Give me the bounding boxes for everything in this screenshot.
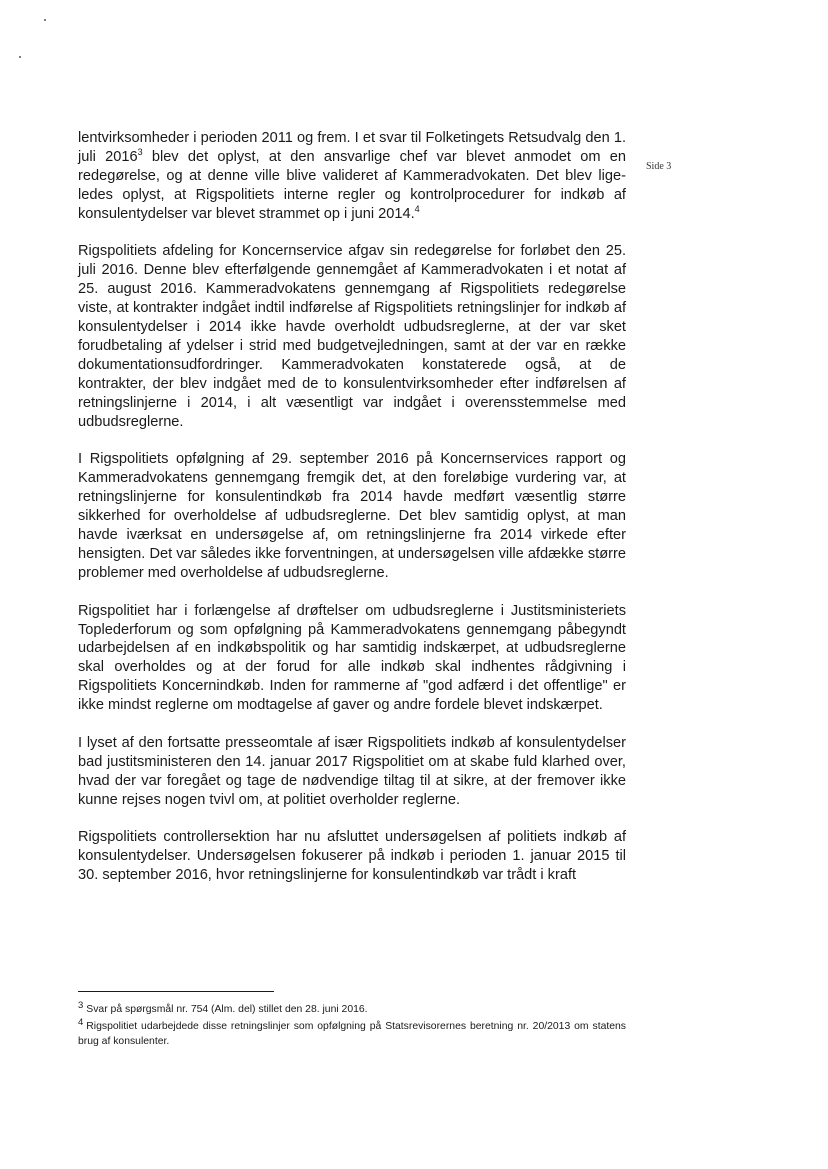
paragraph-1: lentvirksomheder i perioden 2011 og frem. I et svar til Folketingets Retsudvalg den 1. juli 2016$^3$ blev det oplyst, at den ansvarlige chef var blevet anmodet om en redegørelse, og at denne ville blive valideret af Kammeradvokaten. Det blev ligeledes oplyst, at Rigspolitiets interne regler og kontrolprocedurer for indkøb af konsulentydelser var blevet strammet op i juni 2014.$^4$ xyxy=(78,130,626,222)
paragraph-4: Rigspolitiet har i forlængelse af drøftelser om udbudsreglerne i Justitsministeriets Toplederforum og som opfølgning på Kammeradvokatens gennemgang påbegyndt udarbejdelsen af en indkøbspolitik og har samtidig indskærpet, at udbudsreglerne skal overholdes og at der forud for alle indkøb skal indhentes rådgivning i Rigspolitiets Koncernindkøb. Inden for rammerne af "god adfærd i det offentlige" er ikke mindst reglerne om modtagelse af gaver og andre fordele blevet indskærpet. xyxy=(78,602,626,714)
footnote-3 xyxy=(78,1002,626,1018)
paragraph-6: Rigspolitiets controllersektion har nu afsluttet undersøgelsen af politiets indkøb af konsulentydelser. Undersøgelsen fokuserer på indkøb i perioden 1. januar 2015 til 30. september 2016, hvor retningslinjerne for konsulentindkøb var trådt i kraft xyxy=(78,829,626,884)
paragraph-3: I Rigspolitiets opfølgning af 29. september 2016 på Koncernservices rapport og Kammeradvokatens gennemgang fremgik det, at den foreløbige vurdering var, at retningslinjerne for konsulentindkøb fra 2014 havde medført væsentlig større sikkerhed for overholdelse af udbudsreglerne. Det blev samtidig oplyst, at man havde iværksat en undersøgelse af, om retningslinjerne fra 2014 virkede efter hensigten. Det var således ikke forventningen, at undersøgelsen ville afdække større problemer med overholdelse af udbudsreglerne. xyxy=(78,451,626,581)
footnote-mark: 3 xyxy=(78,1000,84,1011)
footnote-ref-4[interactable]: 4 xyxy=(414,203,420,214)
footnote-ref-3[interactable]: 3 xyxy=(137,146,143,157)
scan-speck xyxy=(44,19,46,21)
footnotes xyxy=(78,1002,626,1051)
body-text xyxy=(78,129,626,885)
footnote-divider xyxy=(78,991,274,992)
paragraph-2: Rigspolitiets afdeling for Koncernservice afgav sin redegørelse for forløbet den 25. juli 2016. Denne blev efterfølgende gennemgået af Kammeradvokaten i et notat af 25. august 2016. Kammeradvokatens gennemgang af Rigspolitiets redegørelse viste, at kontrakter indgået indtil indførelse af Rigspolitiets retningslinjer for indkøb af konsulentydelser i 2014 ikke havde overholdt udbudsreglerne, at der var sket forudbetaling af ydelser i strid med budgetvejledningen, samt at der var en række dokumentationsudfordringer. Kammeradvokaten konstaterede også, at de kontrakter, der blev indgået med de to konsulentvirksomheder efter indførelsen af retningslinjerne i 2014, i alt væsentligt var indgået i overensstemmelse med udbudsreglerne. xyxy=(78,243,626,430)
footnote-text: Svar på spørgsmål nr. 754 (Alm. del) stillet den 28. juni 2016. xyxy=(86,1004,368,1015)
page-number-label: Side 3 xyxy=(646,161,672,172)
footnote-mark: 4 xyxy=(78,1016,84,1028)
paragraph-5: I lyset af den fortsatte presseomtale af især Rigspolitiets indkøb af konsulentydelser bad justitsministeren den 14. januar 2017 Rigspolitiet om at skabe fuld klarhed over, hvad der var foregået og tage de nødvendige tiltag til at sikre, at der fremover ikke kunne rejses nogen tvivl om, at politiet overholder reglerne. xyxy=(78,734,626,808)
footnote-text: Rigspolitiet udarbejdede disse retningslinjer som opfølgning på Statsrevisorernes beretning nr. 20/2013 om statens brug af konsulenter. xyxy=(78,1020,626,1047)
scan-speck xyxy=(19,56,21,58)
footnote-4 xyxy=(78,1016,626,1050)
